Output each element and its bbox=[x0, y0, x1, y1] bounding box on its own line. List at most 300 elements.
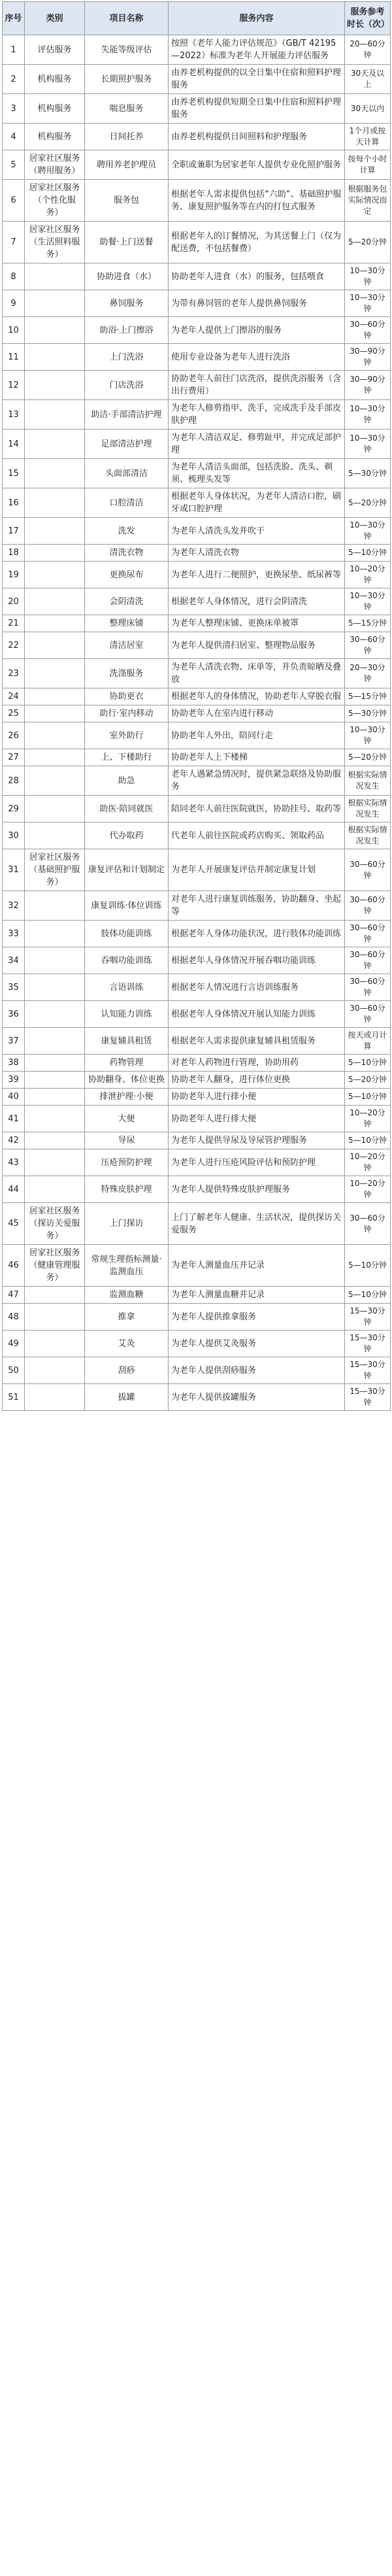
row-category bbox=[25, 1384, 85, 1411]
row-service-content: 为老年人提供推拿服务 bbox=[169, 1304, 345, 1330]
row-number: 39 bbox=[3, 1072, 25, 1089]
table-row bbox=[3, 222, 391, 263]
row-item-name: 推拿 bbox=[85, 1304, 169, 1330]
row-duration: 10—20分钟 bbox=[345, 562, 391, 588]
service-table bbox=[2, 1, 391, 1411]
row-category bbox=[25, 1072, 85, 1089]
row-service-content: 根据老年人的身体情况，协助老年人穿脱衣服 bbox=[169, 688, 345, 705]
row-service-content: 代老年人前往医院或药店购买、领取药品 bbox=[169, 822, 345, 849]
row-item-name: 药物管理 bbox=[85, 1055, 169, 1072]
row-duration: 5—10分钟 bbox=[345, 1055, 391, 1072]
row-service-content: 为带有鼻饲管的老年人提供鼻饲服务 bbox=[169, 290, 345, 317]
row-duration: 30—90分钟 bbox=[345, 371, 391, 400]
row-number: 47 bbox=[3, 1287, 25, 1304]
row-number: 11 bbox=[3, 344, 25, 371]
row-service-content: 由养老机构提供的以全日集中住宿和照料护理服务 bbox=[169, 65, 345, 94]
row-item-name: 清洁居室 bbox=[85, 632, 169, 659]
row-service-content: 协助老年人前往门店洗浴，提供洗浴服务（含出行费用） bbox=[169, 371, 345, 400]
row-category bbox=[25, 562, 85, 588]
table-header-row bbox=[3, 2, 391, 35]
row-category: 居家社区服务（健康管理服务） bbox=[25, 1245, 85, 1287]
row-duration: 15—30分钟 bbox=[345, 1384, 391, 1411]
row-number: 38 bbox=[3, 1055, 25, 1072]
row-category: 居家社区服务（聘用服务） bbox=[25, 150, 85, 180]
row-duration: 10—30分钟 bbox=[345, 263, 391, 290]
row-item-name: 助洁·手部清洁护理 bbox=[85, 400, 169, 430]
row-duration: 按每个小时计算 bbox=[345, 150, 391, 180]
row-service-content: 协助老年人翻身，进行体位更换 bbox=[169, 1072, 345, 1089]
row-duration: 30—90分钟 bbox=[345, 344, 391, 371]
row-category bbox=[25, 1149, 85, 1176]
row-duration: 20—60分钟 bbox=[345, 35, 391, 65]
row-service-content: 为老年人测量血糖并记录 bbox=[169, 1287, 345, 1304]
table-row bbox=[3, 1357, 391, 1384]
row-category: 机构服务 bbox=[25, 94, 85, 124]
table-row bbox=[3, 688, 391, 705]
row-number: 50 bbox=[3, 1357, 25, 1384]
row-item-name: 康复辅具租赁 bbox=[85, 1028, 169, 1055]
row-item-name: 失能等级评估 bbox=[85, 35, 169, 65]
row-duration: 根据实际情况发生 bbox=[345, 796, 391, 822]
table-row bbox=[3, 1132, 391, 1149]
row-category bbox=[25, 1089, 85, 1106]
row-category bbox=[25, 1176, 85, 1203]
row-service-content: 根据老年人需求提供包括“六助”、基础照护服务、康复照护服务等在内的打包式服务 bbox=[169, 180, 345, 222]
table-row bbox=[3, 588, 391, 615]
row-service-content: 根据老年人需求提供康复辅具租赁服务 bbox=[169, 1028, 345, 1055]
row-item-name: 清洗衣物 bbox=[85, 545, 169, 562]
row-number: 43 bbox=[3, 1149, 25, 1176]
table-row bbox=[3, 1149, 391, 1176]
row-duration: 10—30分钟 bbox=[345, 290, 391, 317]
row-number: 22 bbox=[3, 632, 25, 659]
row-service-content: 为老年人清洁双足、修剪趾甲，并完成足部护理 bbox=[169, 430, 345, 459]
row-service-content: 协助老年人上下楼梯 bbox=[169, 749, 345, 766]
row-item-name: 助餐·上门送餐 bbox=[85, 222, 169, 263]
table-row bbox=[3, 921, 391, 947]
row-category bbox=[25, 1357, 85, 1384]
row-category: 居家社区服务（探访关爱服务） bbox=[25, 1203, 85, 1245]
row-service-content: 根据老年人身体情况开展认知能力训练 bbox=[169, 1001, 345, 1028]
row-item-name: 服务包 bbox=[85, 180, 169, 222]
row-number: 44 bbox=[3, 1176, 25, 1203]
row-category bbox=[25, 766, 85, 796]
row-number: 14 bbox=[3, 430, 25, 459]
row-item-name: 协助进食（水） bbox=[85, 263, 169, 290]
row-duration: 5—10分钟 bbox=[345, 1132, 391, 1149]
table-row bbox=[3, 1072, 391, 1089]
row-service-content: 根据老年人的订餐情况，为其送餐上门（仅为配送费，不包括餐费） bbox=[169, 222, 345, 263]
row-category bbox=[25, 263, 85, 290]
row-service-content: 老年人遇紧急情况时，提供紧急联络及协助服务 bbox=[169, 766, 345, 796]
row-category bbox=[25, 615, 85, 632]
row-duration: 30—60分钟 bbox=[345, 1001, 391, 1028]
row-item-name: 日间托养 bbox=[85, 124, 169, 150]
row-service-content: 为老年人清洗衣物、床单等，并负责晾晒及叠放 bbox=[169, 659, 345, 688]
row-duration: 15—30分钟 bbox=[345, 1357, 391, 1384]
row-duration: 5—10分钟 bbox=[345, 1245, 391, 1287]
table-row bbox=[3, 632, 391, 659]
row-duration: 10—20分钟 bbox=[345, 1149, 391, 1176]
row-service-content: 为老年人提供特殊皮肤护理服务 bbox=[169, 1176, 345, 1203]
row-duration: 根据实际情况发生 bbox=[345, 766, 391, 796]
row-service-content: 根据老年人身体情况开展吞咽功能训练 bbox=[169, 947, 345, 974]
table-row bbox=[3, 180, 391, 222]
row-item-name: 口腔清洁 bbox=[85, 488, 169, 518]
row-category bbox=[25, 705, 85, 722]
table-row bbox=[3, 124, 391, 150]
row-number: 42 bbox=[3, 1132, 25, 1149]
row-service-content: 为老年人测量血压并记录 bbox=[169, 1245, 345, 1287]
row-category bbox=[25, 921, 85, 947]
row-category bbox=[25, 688, 85, 705]
row-number: 31 bbox=[3, 849, 25, 891]
row-category bbox=[25, 659, 85, 688]
row-category bbox=[25, 430, 85, 459]
row-category bbox=[25, 518, 85, 545]
table-row bbox=[3, 518, 391, 545]
row-service-content: 为老年人整理床铺、更换床单被罩 bbox=[169, 615, 345, 632]
row-duration: 30—60分钟 bbox=[345, 1203, 391, 1245]
table-row bbox=[3, 459, 391, 488]
row-duration: 30—60分钟 bbox=[345, 317, 391, 344]
col-header-category: 类别 bbox=[25, 2, 85, 35]
row-duration: 5—30分钟 bbox=[345, 459, 391, 488]
row-category: 机构服务 bbox=[25, 65, 85, 94]
row-duration: 20—30分钟 bbox=[345, 659, 391, 688]
row-item-name: 洗发 bbox=[85, 518, 169, 545]
row-duration: 30天及以上 bbox=[345, 65, 391, 94]
row-service-content: 为老年人提供刮痧服务 bbox=[169, 1357, 345, 1384]
row-duration: 10—30分钟 bbox=[345, 430, 391, 459]
row-duration: 15—30分钟 bbox=[345, 1304, 391, 1330]
row-item-name: 上门洗浴 bbox=[85, 344, 169, 371]
row-duration: 10—30分钟 bbox=[345, 518, 391, 545]
row-number: 23 bbox=[3, 659, 25, 688]
row-service-content: 使用专业设备为老年人进行洗浴 bbox=[169, 344, 345, 371]
row-item-name: 肢体功能训练 bbox=[85, 921, 169, 947]
row-item-name: 助浴·上门擦浴 bbox=[85, 317, 169, 344]
row-service-content: 为老年人提供清扫居室、整理物品服务 bbox=[169, 632, 345, 659]
row-number: 26 bbox=[3, 722, 25, 749]
row-category: 居家社区服务（生活照料服务） bbox=[25, 222, 85, 263]
row-number: 18 bbox=[3, 545, 25, 562]
row-number: 48 bbox=[3, 1304, 25, 1330]
row-service-content: 上门了解老年人健康、生活状况，提供探访关爱服务 bbox=[169, 1203, 345, 1245]
table-row bbox=[3, 344, 391, 371]
row-duration: 5—15分钟 bbox=[345, 688, 391, 705]
row-item-name: 监测血糖 bbox=[85, 1287, 169, 1304]
row-category bbox=[25, 1304, 85, 1330]
row-number: 9 bbox=[3, 290, 25, 317]
table-row bbox=[3, 1384, 391, 1411]
row-number: 51 bbox=[3, 1384, 25, 1411]
row-service-content: 由养老机构提供短期全日集中住宿和照料护理服务 bbox=[169, 94, 345, 124]
col-header-duration: 服务参考时长（次） bbox=[345, 2, 391, 35]
row-item-name: 助行·室内移动 bbox=[85, 705, 169, 722]
row-number: 36 bbox=[3, 1001, 25, 1028]
row-service-content: 为老年人开展康复评估并制定康复计划 bbox=[169, 849, 345, 891]
row-item-name: 常规生理指标测量·监测血压 bbox=[85, 1245, 169, 1287]
row-item-name: 艾灸 bbox=[85, 1330, 169, 1357]
table-row bbox=[3, 849, 391, 891]
row-category bbox=[25, 545, 85, 562]
row-item-name: 压疮预防护理 bbox=[85, 1149, 169, 1176]
table-row bbox=[3, 891, 391, 921]
row-service-content: 协助老年人外出，陪同行走 bbox=[169, 722, 345, 749]
row-duration: 5—10分钟 bbox=[345, 545, 391, 562]
row-category bbox=[25, 947, 85, 974]
row-duration: 30—60分钟 bbox=[345, 849, 391, 891]
row-number: 16 bbox=[3, 488, 25, 518]
row-number: 25 bbox=[3, 705, 25, 722]
row-number: 40 bbox=[3, 1089, 25, 1106]
row-number: 33 bbox=[3, 921, 25, 947]
row-category: 评估服务 bbox=[25, 35, 85, 65]
table-row bbox=[3, 430, 391, 459]
row-item-name: 排泄护理·小便 bbox=[85, 1089, 169, 1106]
row-item-name: 代办取药 bbox=[85, 822, 169, 849]
row-number: 32 bbox=[3, 891, 25, 921]
row-service-content: 对老年人药物进行管理，协助用药 bbox=[169, 1055, 345, 1072]
row-category bbox=[25, 317, 85, 344]
row-number: 27 bbox=[3, 749, 25, 766]
row-category bbox=[25, 488, 85, 518]
row-category bbox=[25, 459, 85, 488]
row-number: 49 bbox=[3, 1330, 25, 1357]
table-row bbox=[3, 290, 391, 317]
row-duration: 10—20分钟 bbox=[345, 1106, 391, 1132]
row-item-name: 助医·陪同就医 bbox=[85, 796, 169, 822]
row-service-content: 根据老年人身体状况，为老年人清洁口腔，刷牙或口腔护理 bbox=[169, 488, 345, 518]
row-service-content: 协助老年人进食（水）的服务，包括喂食 bbox=[169, 263, 345, 290]
row-number: 17 bbox=[3, 518, 25, 545]
row-item-name: 喘息服务 bbox=[85, 94, 169, 124]
row-category bbox=[25, 1055, 85, 1072]
row-service-content: 为老年人修剪指甲、洗手，完成洗手及手部皮肤护理 bbox=[169, 400, 345, 430]
row-duration: 5—15分钟 bbox=[345, 615, 391, 632]
row-service-content: 协助老年人进行排小便 bbox=[169, 1089, 345, 1106]
row-item-name: 洗涤服务 bbox=[85, 659, 169, 688]
row-number: 35 bbox=[3, 974, 25, 1001]
row-service-content: 为老年人清洁头面部，包括洗脸、洗头、剃须、梳理头发等 bbox=[169, 459, 345, 488]
row-duration: 30—60分钟 bbox=[345, 632, 391, 659]
row-category: 机构服务 bbox=[25, 124, 85, 150]
row-number: 13 bbox=[3, 400, 25, 430]
table-row bbox=[3, 974, 391, 1001]
row-category bbox=[25, 891, 85, 921]
row-category: 居家社区服务（个性化服务） bbox=[25, 180, 85, 222]
table-row bbox=[3, 562, 391, 588]
table-row bbox=[3, 150, 391, 180]
table-row bbox=[3, 722, 391, 749]
row-service-content: 协助老年人在室内进行移动 bbox=[169, 705, 345, 722]
table-row bbox=[3, 796, 391, 822]
row-number: 4 bbox=[3, 124, 25, 150]
row-service-content: 根据老年人身体情况，进行会阴清洗 bbox=[169, 588, 345, 615]
table-row bbox=[3, 822, 391, 849]
row-duration: 5—20分钟 bbox=[345, 749, 391, 766]
row-number: 20 bbox=[3, 588, 25, 615]
row-number: 41 bbox=[3, 1106, 25, 1132]
row-item-name: 足部清洁护理 bbox=[85, 430, 169, 459]
row-service-content: 为老年人提供上门擦浴的服务 bbox=[169, 317, 345, 344]
row-number: 28 bbox=[3, 766, 25, 796]
row-number: 19 bbox=[3, 562, 25, 588]
row-number: 10 bbox=[3, 317, 25, 344]
table-row bbox=[3, 1304, 391, 1330]
row-category bbox=[25, 371, 85, 400]
row-service-content: 根据老年人情况进行言语训练服务 bbox=[169, 974, 345, 1001]
row-duration: 5—20分钟 bbox=[345, 222, 391, 263]
row-category bbox=[25, 722, 85, 749]
row-duration: 1个月或按天计算 bbox=[345, 124, 391, 150]
row-category bbox=[25, 400, 85, 430]
table-row bbox=[3, 1330, 391, 1357]
row-duration: 5—20分钟 bbox=[345, 488, 391, 518]
row-item-name: 助急 bbox=[85, 766, 169, 796]
row-number: 24 bbox=[3, 688, 25, 705]
row-item-name: 更换尿布 bbox=[85, 562, 169, 588]
row-duration: 根据服务包实际情况而定 bbox=[345, 180, 391, 222]
row-number: 3 bbox=[3, 94, 25, 124]
table-row bbox=[3, 749, 391, 766]
row-number: 46 bbox=[3, 1245, 25, 1287]
table-row bbox=[3, 1089, 391, 1106]
table-row bbox=[3, 1106, 391, 1132]
table-row bbox=[3, 1203, 391, 1245]
row-service-content: 按照《老年人能力评估规范》（GB/T 42195—2022）标准为老年人开展能力评估服务 bbox=[169, 35, 345, 65]
row-item-name: 门店洗浴 bbox=[85, 371, 169, 400]
row-number: 30 bbox=[3, 822, 25, 849]
col-header-no: 序号 bbox=[3, 2, 25, 35]
row-duration: 根据实际情况发生 bbox=[345, 822, 391, 849]
row-number: 12 bbox=[3, 371, 25, 400]
row-item-name: 整理床铺 bbox=[85, 615, 169, 632]
row-service-content: 根据老年人身体功能状况，进行肢体功能训练 bbox=[169, 921, 345, 947]
table-row bbox=[3, 400, 391, 430]
table-row bbox=[3, 659, 391, 688]
row-item-name: 特殊皮肤护理 bbox=[85, 1176, 169, 1203]
row-service-content: 对老年人进行康复训练服务，协助翻身、坐起等 bbox=[169, 891, 345, 921]
row-service-content: 为老年人清洗衣物 bbox=[169, 545, 345, 562]
row-number: 6 bbox=[3, 180, 25, 222]
row-service-content: 陪同老年人前往医院就医，协助挂号、取药等 bbox=[169, 796, 345, 822]
row-duration: 10—30分钟 bbox=[345, 588, 391, 615]
table-row bbox=[3, 35, 391, 65]
row-category bbox=[25, 1001, 85, 1028]
row-duration: 30—60分钟 bbox=[345, 947, 391, 974]
table-row bbox=[3, 615, 391, 632]
row-category bbox=[25, 1028, 85, 1055]
row-item-name: 会阴清洗 bbox=[85, 588, 169, 615]
row-duration: 30天以内 bbox=[345, 94, 391, 124]
row-duration: 10—20分钟 bbox=[345, 1176, 391, 1203]
row-item-name: 拔罐 bbox=[85, 1384, 169, 1411]
row-item-name: 协助翻身、体位更换 bbox=[85, 1072, 169, 1089]
row-number: 8 bbox=[3, 263, 25, 290]
row-number: 21 bbox=[3, 615, 25, 632]
row-number: 1 bbox=[3, 35, 25, 65]
row-duration: 5—20分钟 bbox=[345, 1072, 391, 1089]
row-category bbox=[25, 344, 85, 371]
row-item-name: 大便 bbox=[85, 1106, 169, 1132]
row-category bbox=[25, 822, 85, 849]
row-item-name: 室外助行 bbox=[85, 722, 169, 749]
row-category bbox=[25, 1330, 85, 1357]
row-category bbox=[25, 632, 85, 659]
row-number: 37 bbox=[3, 1028, 25, 1055]
row-duration: 5—30分钟 bbox=[345, 705, 391, 722]
row-item-name: 导尿 bbox=[85, 1132, 169, 1149]
row-duration: 30—60分钟 bbox=[345, 974, 391, 1001]
table-row bbox=[3, 1055, 391, 1072]
row-service-content: 为老年人进行二便照护，更换尿垫、纸尿裤等 bbox=[169, 562, 345, 588]
table-row bbox=[3, 371, 391, 400]
row-service-content: 为老年人提供拔罐服务 bbox=[169, 1384, 345, 1411]
row-item-name: 长期照护服务 bbox=[85, 65, 169, 94]
row-item-name: 鼻饲服务 bbox=[85, 290, 169, 317]
table-body bbox=[3, 35, 391, 1411]
row-duration: 15—30分钟 bbox=[345, 1330, 391, 1357]
row-duration: 按天或月计算 bbox=[345, 1028, 391, 1055]
row-item-name: 认知能力训练 bbox=[85, 1001, 169, 1028]
row-duration: 30—60分钟 bbox=[345, 891, 391, 921]
row-category bbox=[25, 588, 85, 615]
row-service-content: 为老年人提供艾灸服务 bbox=[169, 1330, 345, 1357]
table-row bbox=[3, 317, 391, 344]
row-number: 29 bbox=[3, 796, 25, 822]
row-item-name: 吞咽功能训练 bbox=[85, 947, 169, 974]
row-item-name: 头面部清洁 bbox=[85, 459, 169, 488]
row-number: 34 bbox=[3, 947, 25, 974]
row-category bbox=[25, 1106, 85, 1132]
table-row bbox=[3, 545, 391, 562]
table-row bbox=[3, 65, 391, 94]
row-item-name: 上、下楼助行 bbox=[85, 749, 169, 766]
row-item-name: 上门探访 bbox=[85, 1203, 169, 1245]
row-category bbox=[25, 749, 85, 766]
row-category bbox=[25, 974, 85, 1001]
row-number: 45 bbox=[3, 1203, 25, 1245]
table-row bbox=[3, 766, 391, 796]
row-service-content: 全职或兼职为居家老年人提供专业化照护服务 bbox=[169, 150, 345, 180]
table-row bbox=[3, 1176, 391, 1203]
table-row bbox=[3, 705, 391, 722]
col-header-content: 服务内容 bbox=[169, 2, 345, 35]
table-row bbox=[3, 1287, 391, 1304]
row-number: 5 bbox=[3, 150, 25, 180]
service-table-page bbox=[0, 1, 392, 2576]
col-header-item: 项目名称 bbox=[85, 2, 169, 35]
row-item-name: 聘用养老护理员 bbox=[85, 150, 169, 180]
row-number: 15 bbox=[3, 459, 25, 488]
row-number: 7 bbox=[3, 222, 25, 263]
table-row bbox=[3, 263, 391, 290]
row-category bbox=[25, 290, 85, 317]
row-category bbox=[25, 1287, 85, 1304]
row-category bbox=[25, 1132, 85, 1149]
row-category bbox=[25, 796, 85, 822]
row-item-name: 言语训练 bbox=[85, 974, 169, 1001]
row-service-content: 为老年人提供导尿及导尿管护理服务 bbox=[169, 1132, 345, 1149]
row-service-content: 为老年人清洗头发并吹干 bbox=[169, 518, 345, 545]
row-duration: 10—30分钟 bbox=[345, 400, 391, 430]
row-service-content: 协助老年人进行排大便 bbox=[169, 1106, 345, 1132]
row-service-content: 由养老机构提供日间照料和护理服务 bbox=[169, 124, 345, 150]
table-row bbox=[3, 94, 391, 124]
row-item-name: 刮痧 bbox=[85, 1357, 169, 1384]
